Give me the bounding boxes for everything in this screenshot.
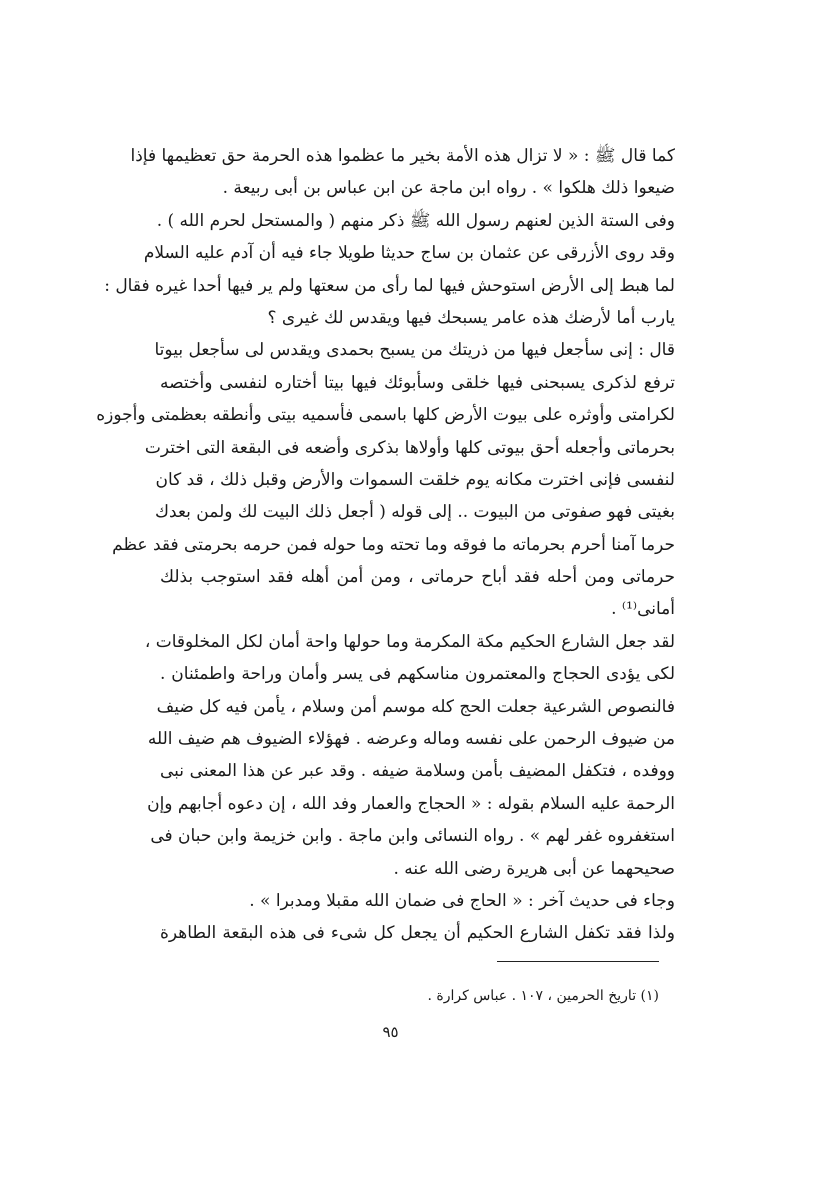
- text-line: ضيعوا ذلك هلكوا » . رواه ابن ماجة عن ابن عباس بن أبى ربيعة .: [222, 178, 675, 199]
- footnote: (١) تاريخ الحرمين ، ١٠٧ . عباس كرارة .: [427, 988, 659, 1004]
- text-line: بغيتى فهو صفوتى من البيوت .. إلى قوله ( أجعل ذلك البيت لك ولمن بعدك: [155, 502, 675, 523]
- text-line: لكى يؤدى الحجاج والمعتمرون مناسكهم فى يسر وأمان وراحة واطمئنان .: [160, 664, 675, 685]
- body-text: [96, 140, 675, 950]
- text-line: وجاء فى حديث آخر : « الحاج فى ضمان الله مقبلا ومدبرا » .: [249, 890, 675, 911]
- text-line: يارب أما لأرضك هذه عامر يسبحك فيها ويقدس لك غيرى ؟: [267, 307, 675, 328]
- text-line: الرحمة عليه السلام بقوله : « الحجاج والعمار وفد الله ، إن دعوه أجابهم وإن: [147, 793, 675, 814]
- text-line: ولذا فقد تكفل الشارع الحكيم أن يجعل كل شىء فى هذه البقعة الطاهرة: [160, 923, 675, 944]
- text-line: قال : إنى سأجعل فيها من ذريتك من يسبح بحمدى ويقدس لى سأجعل بيوتا: [154, 340, 675, 361]
- text-line: صحيحهما عن أبى هريرة رضى الله عنه .: [393, 858, 675, 879]
- text-line: لكرامتى وأوثره على بيوت الأرض كلها باسمى فأسميه بيتى وأنطقه بعظمتى وأجوزه: [96, 405, 675, 426]
- page-number: ٩٥: [382, 1023, 399, 1041]
- text-line: بحرماتى وأجعله أحق بيوتى كلها وأولاها بذكرى وأضعه فى البقعة التى اخترت: [144, 437, 675, 458]
- text-line: أمانى⁽¹⁾ .: [611, 599, 675, 620]
- text-line: ووفده ، فتكفل المضيف بأمن وسلامة ضيفه . وقد عبر عن هذا المعنى نبى: [160, 761, 675, 782]
- text-line: وفى الستة الذين لعنهم رسول الله ﷺ ذكر منهم ( والمستحل لحرم الله ) .: [156, 210, 675, 231]
- text-line: وقد روى الأزرقى عن عثمان بن ساج حديثا طويلا جاء فيه أن آدم عليه السلام: [143, 243, 675, 264]
- text-line: حرماتى ومن أحله فقد أباح حرماتى ، ومن أمن أهله فقد استوجب بذلك: [160, 567, 675, 588]
- text-line: كما قال ﷺ : « لا تزال هذه الأمة بخير ما عظموا هذه الحرمة حق تعظيمها فإذا: [130, 146, 675, 166]
- text-line: لنفسى فإنى اخترت مكانه يوم خلقت السموات والأرض وقبل ذلك ، قد كان: [155, 469, 675, 490]
- text-line: لقد جعل الشارع الحكيم مكة المكرمة وما حولها واحة أمان لكل المخلوقات ،: [144, 631, 675, 652]
- text-line: من ضيوف الرحمن على نفسه وماله وعرضه . فهؤلاء الضيوف هم ضيف الله: [147, 729, 675, 750]
- footnote-divider: [497, 961, 659, 962]
- text-line: استغفروه غفر لهم » . رواه النسائى وابن ماجة . وابن خزيمة وابن حبان فى: [150, 826, 675, 847]
- text-line: لما هبط إلى الأرض استوحش فيها لما رأى من سعتها ولم ير فيها أحدا غيره فقال :: [104, 275, 675, 296]
- text-line: ترفع لذكرى يسبحنى فيها خلقى وسأبوئك فيها بيتا أختاره لنفسى وأختصه: [160, 372, 675, 393]
- text-line: حرما آمنا أحرم بحرماته ما فوقه وما تحته وما حوله فمن حرمه بحرمتى فقد عظم: [112, 534, 675, 555]
- text-line: فالنصوص الشرعية جعلت الحج كله موسم أمن وسلام ، يأمن فيه كل ضيف: [156, 696, 675, 717]
